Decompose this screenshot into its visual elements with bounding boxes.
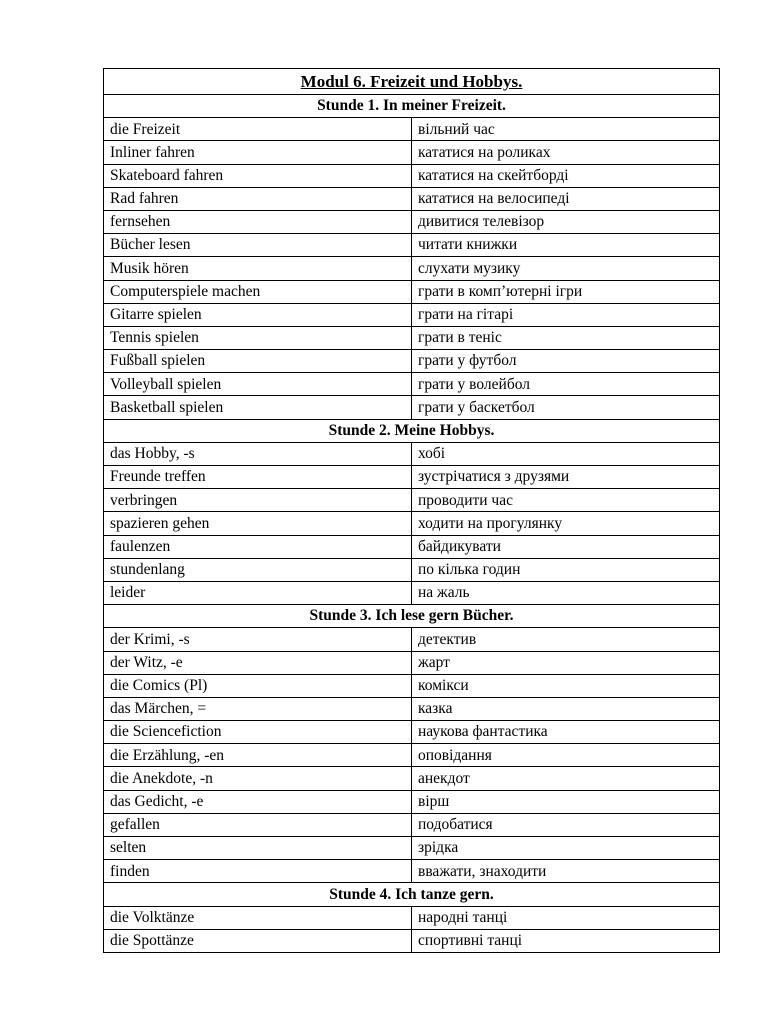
ukrainian-translation: слухати музику [412,257,720,280]
lesson-heading-row [104,419,720,442]
lesson-heading: Stunde 4. Ich tanze gern. [104,883,720,906]
german-term: die Freizeit [104,118,412,141]
table-row [104,721,720,744]
lesson-heading-row [104,605,720,628]
ukrainian-translation: наукова фантастика [412,721,720,744]
ukrainian-translation: грати в теніс [412,326,720,349]
german-term: Basketball spielen [104,396,412,419]
table-row [104,326,720,349]
ukrainian-translation: грати в комп’ютерні ігри [412,280,720,303]
table-row [104,396,720,419]
ukrainian-translation: грати у футбол [412,350,720,373]
ukrainian-translation: кататися на велосипеді [412,187,720,210]
ukrainian-translation: комікси [412,674,720,697]
ukrainian-translation: на жаль [412,581,720,604]
table-row [104,813,720,836]
title-cell [104,69,720,95]
german-term: Tennis spielen [104,326,412,349]
german-term: das Gedicht, -e [104,790,412,813]
ukrainian-translation: по кілька годин [412,558,720,581]
table-row [104,651,720,674]
page-title: Modul 6. Freizeit und Hobbys. [300,72,523,91]
german-term: Inliner fahren [104,141,412,164]
ukrainian-translation: народні танці [412,906,720,929]
german-term: Skateboard fahren [104,164,412,187]
german-term: finden [104,860,412,883]
table-row [104,466,720,489]
german-term: die Volktänze [104,906,412,929]
german-term: spazieren gehen [104,512,412,535]
german-term: verbringen [104,489,412,512]
table-row [104,373,720,396]
table-row [104,280,720,303]
ukrainian-translation: вірш [412,790,720,813]
table-row [104,697,720,720]
german-term: selten [104,837,412,860]
ukrainian-translation: зустрічатися з друзями [412,466,720,489]
german-term: die Sciencefiction [104,721,412,744]
vocabulary-table-body [104,69,720,953]
ukrainian-translation: читати книжки [412,234,720,257]
ukrainian-translation: ходити на прогулянку [412,512,720,535]
german-term: Musik hören [104,257,412,280]
lesson-heading: Stunde 2. Meine Hobbys. [104,419,720,442]
table-row [104,906,720,929]
german-term: Rad fahren [104,187,412,210]
table-row [104,837,720,860]
lesson-heading-row [104,95,720,118]
ukrainian-translation: зрідка [412,837,720,860]
table-row [104,442,720,465]
german-term: die Spottänze [104,929,412,952]
ukrainian-translation: спортивні танці [412,929,720,952]
german-term: Fußball spielen [104,350,412,373]
ukrainian-translation: вільний час [412,118,720,141]
ukrainian-translation: подобатися [412,813,720,836]
lesson-heading: Stunde 3. Ich lese gern Bücher. [104,605,720,628]
table-row [104,210,720,233]
lesson-heading: Stunde 1. In meiner Freizeit. [104,95,720,118]
german-term: Bücher lesen [104,234,412,257]
table-row [104,860,720,883]
german-term: der Krimi, -s [104,628,412,651]
german-term: stundenlang [104,558,412,581]
ukrainian-translation: грати на гітарі [412,303,720,326]
german-term: die Comics (Pl) [104,674,412,697]
table-row [104,744,720,767]
table-row [104,628,720,651]
german-term: das Märchen, = [104,697,412,720]
german-term: Gitarre spielen [104,303,412,326]
table-row [104,164,720,187]
table-row [104,790,720,813]
table-row [104,929,720,952]
ukrainian-translation: оповідання [412,744,720,767]
lesson-heading-row [104,883,720,906]
table-row [104,187,720,210]
ukrainian-translation: вважати, знаходити [412,860,720,883]
ukrainian-translation: дивитися телевізор [412,210,720,233]
table-row [104,558,720,581]
german-term: leider [104,581,412,604]
ukrainian-translation: кататися на скейтборді [412,164,720,187]
ukrainian-translation: казка [412,697,720,720]
german-term: das Hobby, -s [104,442,412,465]
german-term: faulenzen [104,535,412,558]
german-term: die Anekdote, -n [104,767,412,790]
german-term: der Witz, -e [104,651,412,674]
german-term: Volleyball spielen [104,373,412,396]
german-term: gefallen [104,813,412,836]
german-term: Freunde treffen [104,466,412,489]
table-row [104,512,720,535]
ukrainian-translation: кататися на роликах [412,141,720,164]
ukrainian-translation: грати у баскетбол [412,396,720,419]
table-row [104,257,720,280]
table-row [104,674,720,697]
table-row [104,350,720,373]
table-row [104,303,720,326]
ukrainian-translation: проводити час [412,489,720,512]
ukrainian-translation: хобі [412,442,720,465]
table-row [104,767,720,790]
table-row [104,489,720,512]
vocabulary-table [103,68,720,953]
german-term: die Erzählung, -en [104,744,412,767]
table-row [104,535,720,558]
ukrainian-translation: анекдот [412,767,720,790]
title-row [104,69,720,95]
ukrainian-translation: грати у волейбол [412,373,720,396]
table-row [104,581,720,604]
german-term: fernsehen [104,210,412,233]
german-term: Computerspiele machen [104,280,412,303]
ukrainian-translation: байдикувати [412,535,720,558]
table-row [104,234,720,257]
ukrainian-translation: жарт [412,651,720,674]
table-row [104,141,720,164]
ukrainian-translation: детектив [412,628,720,651]
table-row [104,118,720,141]
